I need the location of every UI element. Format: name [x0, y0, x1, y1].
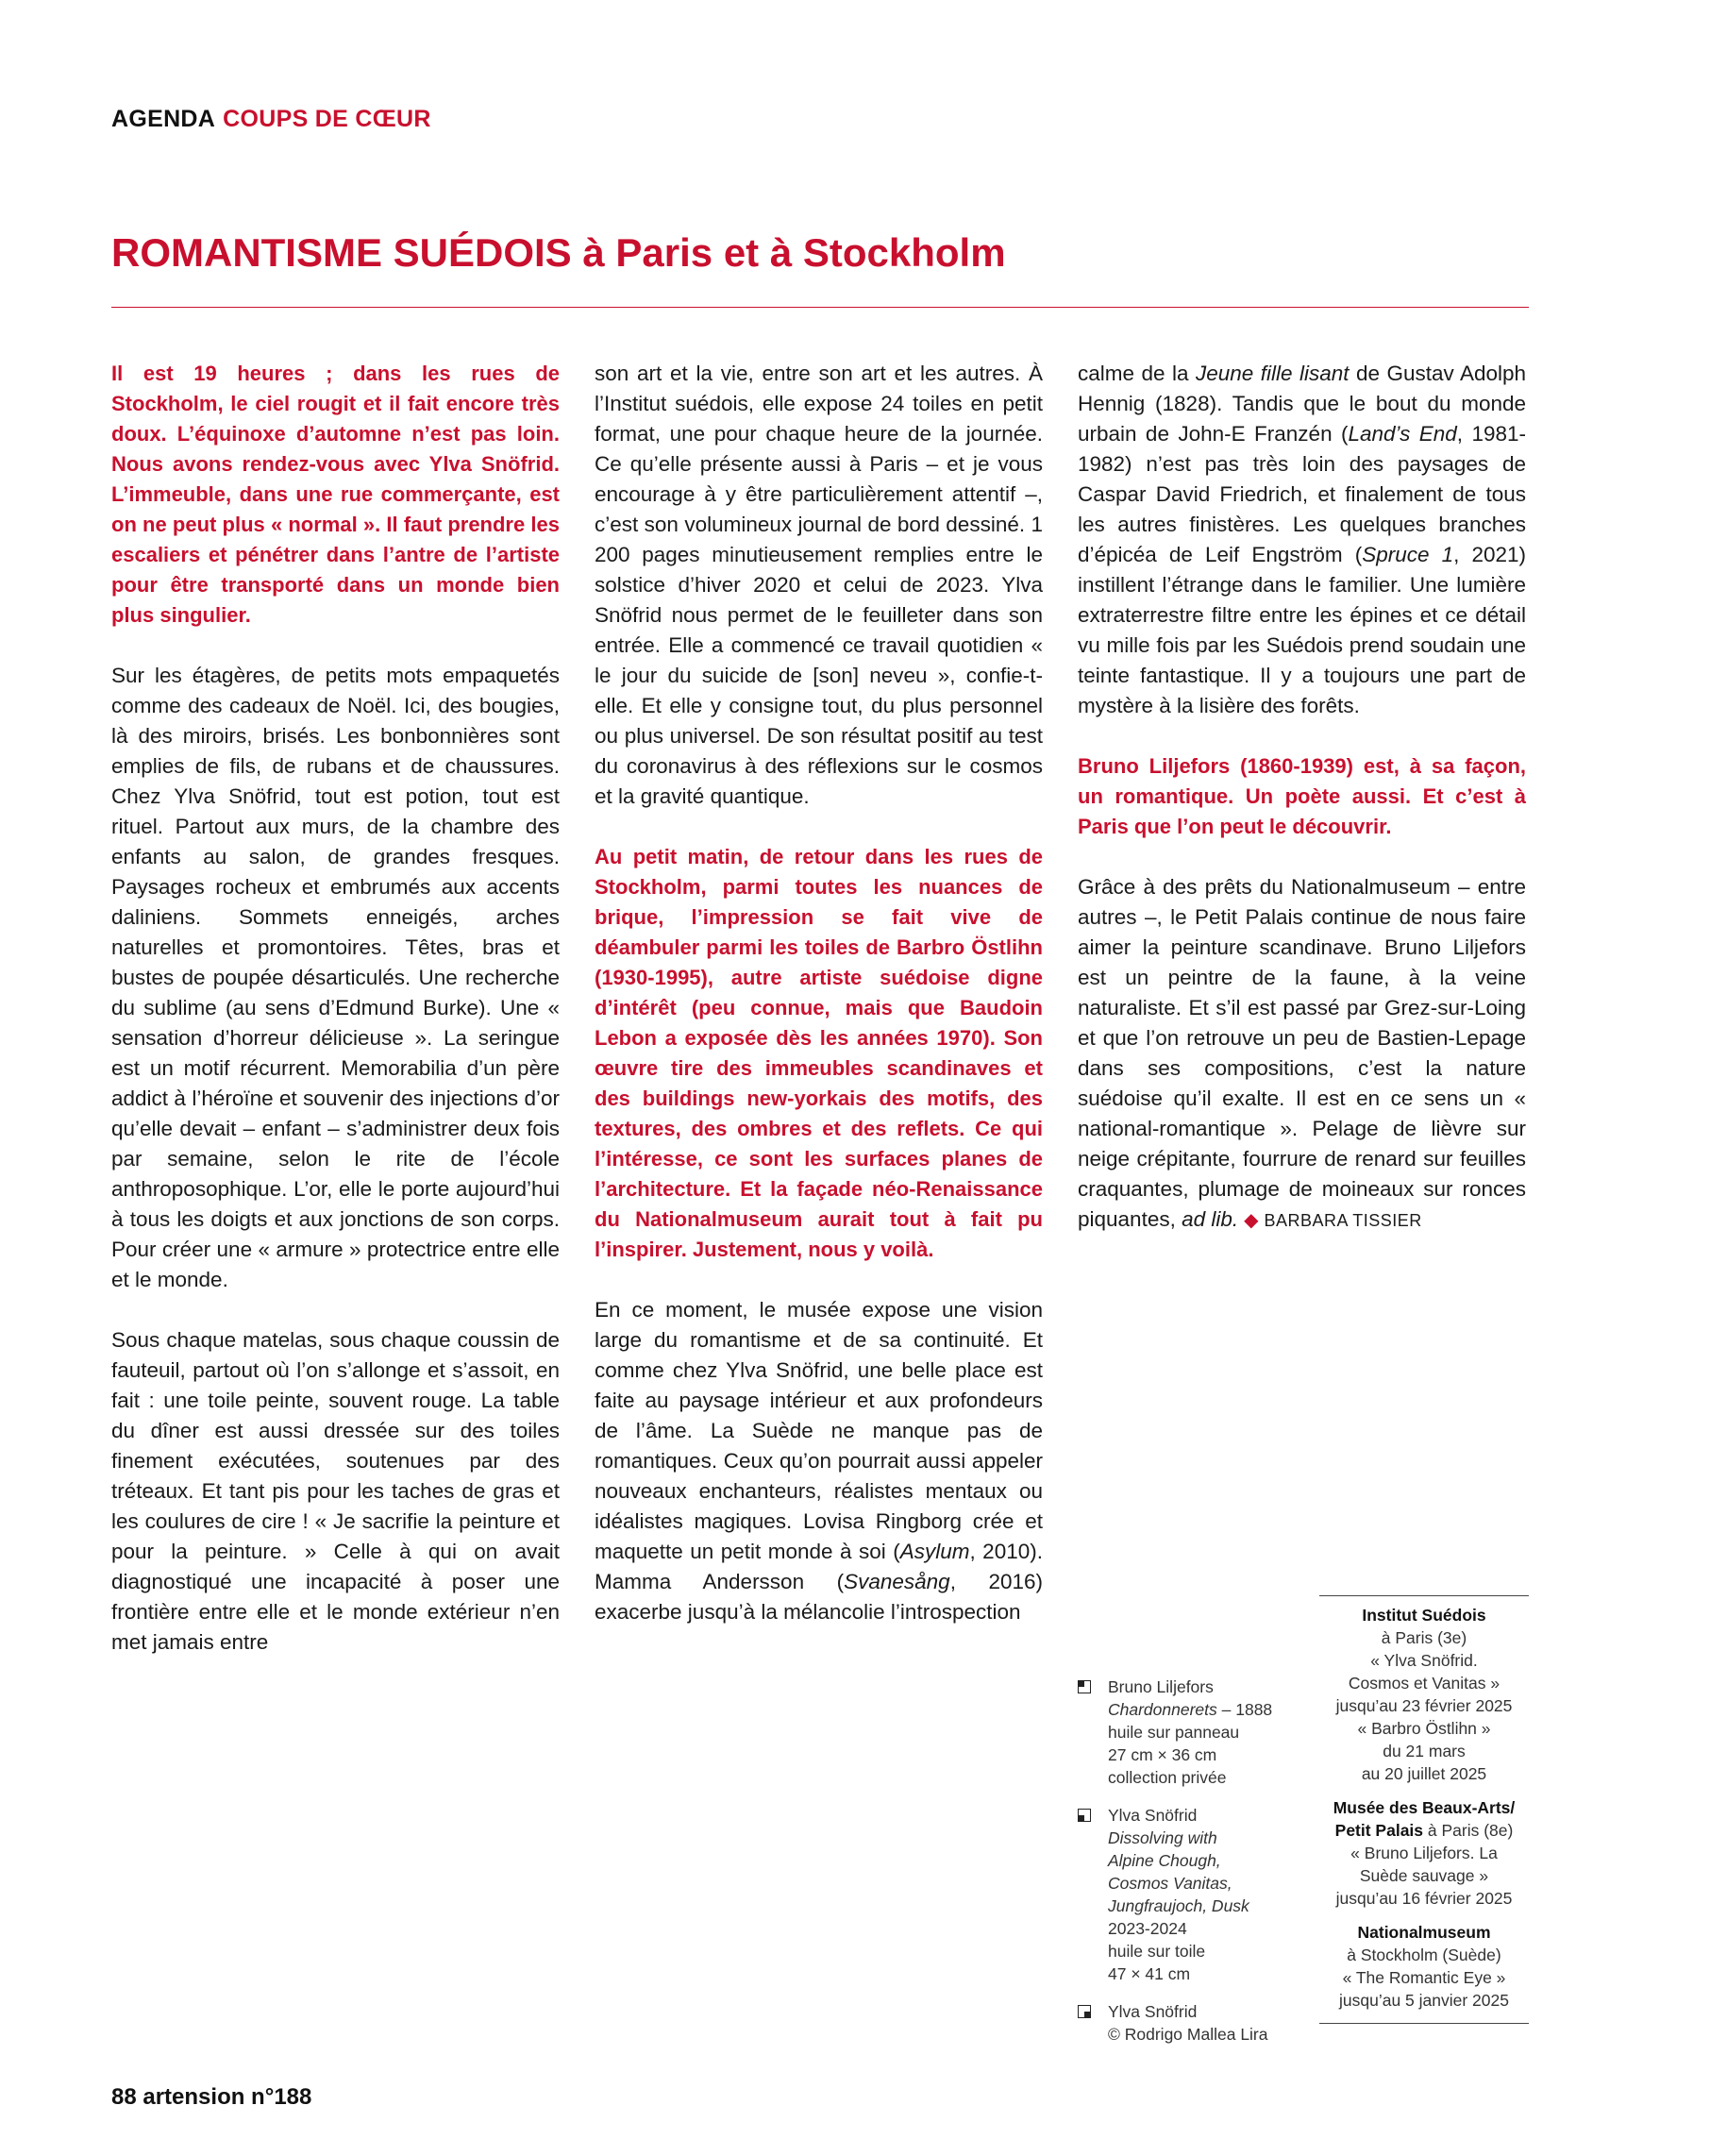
venue-name: Nationalmuseum	[1357, 1923, 1491, 1942]
venue-name: Musée des Beaux-Arts/	[1333, 1798, 1516, 1817]
venue-line: jusqu’au 16 février 2025	[1335, 1889, 1513, 1908]
subsection-label: COUPS DE CŒUR	[223, 106, 431, 132]
venue-line: Suède sauvage »	[1359, 1866, 1489, 1885]
venue-name-line2: Petit Palais à Paris (8e)	[1334, 1821, 1514, 1840]
infobox-rule-top	[1319, 1595, 1529, 1596]
author-signature: BARBARA TISSIER	[1264, 1211, 1422, 1230]
caption-line: Chardonnerets – 1888	[1108, 1700, 1273, 1719]
caption-artist: Ylva Snöfrid	[1108, 2002, 1198, 2021]
article-title-rest: à Paris et à Stockholm	[571, 230, 1006, 275]
page-footer: 88 artension n°188	[111, 2084, 312, 2110]
venue-line: à Stockholm (Suède)	[1347, 1945, 1501, 1964]
infobox-content	[1319, 1604, 1529, 2012]
caption-line: 47 × 41 cm	[1108, 1964, 1191, 1983]
infobox-rule-bottom	[1319, 2023, 1529, 2024]
italic-phrase: ad lib.	[1182, 1207, 1239, 1231]
caption-2	[1078, 1804, 1285, 1985]
lead-paragraph: Au petit matin, de retour dans les rues de Stockholm, parmi toutes les nuances de brique, l’impression se fait vive de déambuler parmi les toiles de Barbro Östlihn (1930-1995), autre artiste suédoise digne d’intérêt (peu connue, mais que Baudoin Lebon a exposée dès les années 1970). Son œuvre tire des immeubles scandinaves et des buildings new-yorkais des motifs, des textures, des ombres et des reflets. Ce qui l’intéresse, ce sont les surfaces planes de l’architecture. Et la façade néo-Renaissance du Nationalmuseum aurait tout à fait pu l’inspirer. Justement, nous y voilà.	[595, 845, 1043, 1261]
text-run: , 1981-1982) n’est pas très loin des paysages de Caspar David Friedrich, et finalement de tous les autres finistères. Les quelques branches d’épicéa de Leif Engström (	[1078, 422, 1526, 566]
venue-block-3	[1319, 1921, 1529, 2012]
caption-line: 27 cm × 36 cm	[1108, 1745, 1217, 1764]
section-label: AGENDA	[111, 106, 216, 132]
venue-line: du 21 mars	[1383, 1742, 1466, 1760]
venue-name: Institut Suédois	[1362, 1606, 1486, 1625]
body-paragraph	[1078, 359, 1526, 721]
text-run: , 2016) exacerbe jusqu’à la mélancolie l’introspection	[595, 1570, 1043, 1624]
venue-line: jusqu’au 5 janvier 2025	[1339, 1991, 1509, 2010]
artwork-title: Svanesång	[844, 1570, 950, 1593]
text-run: calme de la	[1078, 362, 1196, 385]
venue-line: « Bruno Liljefors. La	[1350, 1844, 1498, 1862]
body-paragraph: son art et la vie, entre son art et les autres. À l’Institut suédois, elle expose 24 toiles en petit format, une pour chaque heure de la journée. Ce qu’elle présente aussi à Paris – et je vous encourage à y être particulièrement attentif –, c’est son volumineux journal de bord dessiné. 1 200 pages minutieusement remplies entre le solstice d’hiver 2020 et celui de 2023. Ylva Snöfrid nous permet de le feuilleter dans son entrée. Elle a commencé ce travail quotidien « le jour du suicide de [son] neveu », confie-t-elle. Et elle y consigne tout, du plus personnel ou plus universel. De son résultat positif au test du coronavirus à des réflexions sur le cosmos et la gravité quantique.	[595, 362, 1043, 808]
title-divider	[111, 307, 1529, 308]
column-3	[1078, 359, 1526, 1266]
article-title	[111, 230, 1006, 276]
caption-artist: Ylva Snöfrid	[1108, 1806, 1198, 1825]
text-run: Grâce à des prêts du Nationalmuseum – entre autres –, le Petit Palais continue de nous faire aimer la peinture scandinave. Bruno Liljefors est un peintre de la faune, à la veine naturaliste. Et s’il est passé par Grez-sur-Loing et que l’on retrouve un peu de Bastien-Lepage dans ses compositions, c’est la nature suédoise qu’il exalte. Il est en ce sens un « national-romantique ». Pelage de lièvre sur neige crépitante, fourrure de renard sur feuilles craquantes, plumage de moineaux sur ronces piquantes,	[1078, 875, 1526, 1231]
artwork-title: Jeune fille lisant	[1195, 362, 1350, 385]
body-paragraph: Sous chaque matelas, sous chaque coussin de fauteuil, partout où l’on s’allonge et s’assoit, en fait : une toile peinte, souvent rouge. La table du dîner est aussi dressée sur des toiles finement exécutées, soutenues par des tréteaux. Et tant pis pour les taches de gras et les coulures de cire ! « Je sacrifie la peinture et pour la peinture. » Celle à qui on avait diagnostiqué une incapacité à poser une frontière entre elle et le monde extérieur n’en met jamais entre	[111, 1328, 560, 1654]
square-top-left-icon	[1078, 1680, 1091, 1693]
section-header	[111, 106, 431, 133]
caption-line: collection privée	[1108, 1768, 1227, 1787]
caption-line: © Rodrigo Mallea Lira	[1108, 2025, 1268, 2044]
caption-line: Alpine Chough,	[1108, 1851, 1221, 1870]
venue-block-1	[1319, 1604, 1529, 1785]
venue-line: jusqu’au 23 février 2025	[1335, 1696, 1513, 1715]
caption-artist: Bruno Liljefors	[1108, 1677, 1214, 1696]
venue-line: « The Romantic Eye »	[1342, 1968, 1506, 1987]
caption-line: 2023-2024	[1108, 1919, 1187, 1938]
exhibition-info	[1319, 1595, 1529, 2024]
artwork-title: Land’s End	[1348, 422, 1457, 446]
column-1	[111, 359, 560, 1688]
venue-line: à Paris (3e)	[1381, 1628, 1467, 1647]
text-run: , 2010). Mamma Andersson (	[595, 1540, 1043, 1593]
body-paragraph	[595, 1295, 1043, 1627]
caption-line: Jungfraujoch, Dusk	[1108, 1896, 1249, 1915]
venue-line: « Ylva Snöfrid.	[1370, 1651, 1478, 1670]
lead-paragraph: Il est 19 heures ; dans les rues de Stockholm, le ciel rougit et il fait encore très doux. L’équinoxe d’automne n’est pas loin. Nous avons rendez-vous avec Ylva Snöfrid. L’immeuble, dans une rue commerçante, est on ne peut plus « normal ». Il faut prendre les escaliers et pénétrer dans l’antre de l’artiste pour être transporté dans un monde bien plus singulier.	[111, 362, 560, 627]
diamond-icon: ◆	[1244, 1210, 1259, 1231]
article-title-main: ROMANTISME SUÉDOIS	[111, 230, 572, 275]
caption-line: Cosmos Vanitas,	[1108, 1874, 1232, 1893]
text-run: En ce moment, le musée expose une vision large du romantisme et de sa continuité. Et comme chez Ylva Snöfrid, une belle place est faite au paysage intérieur et aux profondeurs de l’âme. La Suède ne manque pas de romantiques. Ceux qu’on pourrait aussi appeler nouveaux enchanteurs, réalistes mentaux ou idéalistes magiques. Lovisa Ringborg crée et maquette un petit monde à soi (	[595, 1298, 1043, 1563]
text-run: de Gustav Adolph Hennig (1828). Tandis que le bout du monde urbain de John-E Franzén (	[1078, 362, 1527, 446]
venue-line: « Barbro Östlihn »	[1357, 1719, 1491, 1738]
body-paragraph	[1078, 872, 1526, 1236]
caption-line: huile sur toile	[1108, 1942, 1206, 1961]
venue-line: Cosmos et Vanitas »	[1348, 1674, 1500, 1693]
caption-line: huile sur panneau	[1108, 1723, 1240, 1742]
venue-block-2	[1319, 1796, 1529, 1910]
square-bottom-left-icon	[1078, 1809, 1091, 1822]
square-bottom-right-icon	[1078, 2005, 1091, 2018]
lead-paragraph: Bruno Liljefors (1860-1939) est, à sa façon, un romantique. Un poète aussi. Et c’est à Paris que l’on peut le découvrir.	[1078, 754, 1526, 838]
caption-line: Dissolving with	[1108, 1828, 1217, 1847]
artwork-title: Asylum	[899, 1540, 970, 1563]
body-paragraph: Sur les étagères, de petits mots empaquetés comme des cadeaux de Noël. Ici, des bougies, là des miroirs, brisés. Les bonbonnières sont emplies de fils, de rubans et de chaussures. Chez Ylva Snöfrid, tout est potion, tout est rituel. Partout aux murs, de la chambre des enfants au salon, de grandes fresques. Paysages rocheux et embrumés aux accents daliniens. Sommets enneigés, arches naturelles et promontoires. Têtes, bras et bustes de poupée désarticulés. Une recherche du sublime (au sens d’Edmund Burke). Une « sensation d’horreur délicieuse ». La seringue est un motif récurrent. Memorabilia d’un père addict à l’héroïne et souvenir des injections d’or qu’elle devait – enfant – s’administrer deux fois par semaine, selon le rite de l’école anthroposophique. L’or, elle le porte aujourd’hui à tous les doigts et aux jonctions de son corps. Pour créer une « armure » protectrice entre elle et le monde.	[111, 664, 560, 1291]
caption-1	[1078, 1676, 1285, 1789]
column-2	[595, 359, 1043, 1658]
venue-line: au 20 juillet 2025	[1361, 1764, 1487, 1783]
caption-3	[1078, 2000, 1285, 2046]
image-captions	[1078, 1676, 1285, 2061]
artwork-title: Spruce 1	[1362, 543, 1454, 566]
text-run: , 2021) instillent l’étrange dans le familier. Une lumière extraterrestre filtre entre les épines et ce détail vu mille fois par les Suédois prend soudain une teinte fantastique. Il y a toujours une part de mystère à la lisière des forêts.	[1078, 543, 1526, 717]
